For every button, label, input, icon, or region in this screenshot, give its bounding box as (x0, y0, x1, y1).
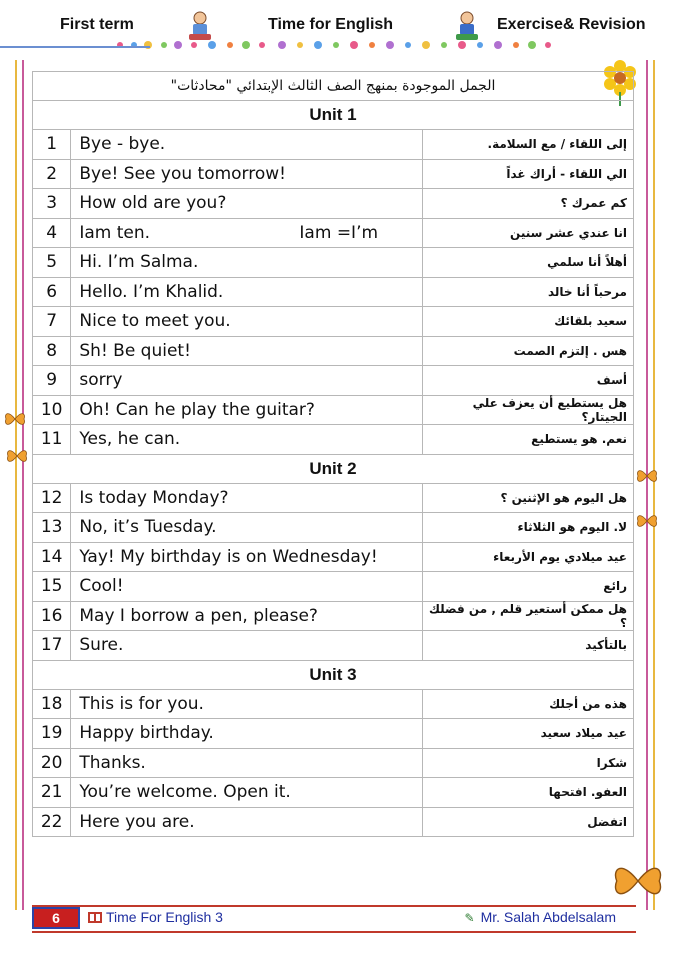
english-sentence: Yay! My birthday is on Wednesday! (79, 546, 378, 567)
english-sentence: Iam ten. (79, 222, 151, 243)
page-footer (32, 905, 636, 933)
english-sentence: Happy birthday. (79, 723, 214, 744)
english-sentence-cell (71, 572, 423, 602)
frame-line-right (646, 60, 648, 910)
table-title-row (33, 72, 634, 101)
table-row (33, 159, 634, 189)
unit-title: Unit 2 (33, 454, 634, 483)
arabic-translation: سعيد بلقائك (423, 307, 634, 337)
pen-icon: ✎ (464, 911, 475, 925)
row-number: 14 (33, 542, 71, 572)
row-number: 15 (33, 572, 71, 602)
row-number: 16 (33, 601, 71, 631)
header-term: First term (60, 16, 134, 33)
english-sentence-cell (71, 631, 423, 661)
page-number: 6 (32, 907, 80, 929)
english-sentence-cell (71, 248, 423, 278)
table-row (33, 542, 634, 572)
row-number: 2 (33, 159, 71, 189)
row-number: 19 (33, 719, 71, 749)
english-sentence: Is today Monday? (79, 487, 229, 508)
sentences-table (32, 71, 634, 837)
arabic-translation: اتفضل (423, 807, 634, 837)
frame-line-left (15, 60, 17, 910)
footer-author (465, 909, 616, 925)
row-number: 9 (33, 366, 71, 396)
english-sentence-cell (71, 395, 423, 425)
row-number: 21 (33, 778, 71, 808)
contraction-note: Iam =I’m (299, 222, 379, 243)
arabic-translation: مرحباً أنا خالد (423, 277, 634, 307)
table-row (33, 631, 634, 661)
arabic-translation: نعم. هو يستطيع (423, 425, 634, 455)
table-row (33, 483, 634, 513)
english-sentence: Cool! (79, 576, 124, 597)
table-row (33, 425, 634, 455)
book-icon (88, 912, 102, 923)
arabic-translation: كم عمرك ؟ (423, 189, 634, 219)
english-sentence: This is for you. (79, 693, 204, 714)
arabic-translation: هل ممكن أستعير قلم , من فضلك ؟ (423, 601, 634, 631)
english-sentence: Sh! Be quiet! (79, 340, 191, 361)
english-sentence: Bye! See you tomorrow! (79, 163, 286, 184)
row-number: 20 (33, 748, 71, 778)
footer-book-title: Time For English 3 (106, 909, 223, 925)
english-sentence-cell (71, 748, 423, 778)
arabic-translation: شكرا (423, 748, 634, 778)
table-row (33, 778, 634, 808)
arabic-translation: أسف (423, 366, 634, 396)
table-row (33, 307, 634, 337)
english-sentence-cell (71, 807, 423, 837)
table-row (33, 689, 634, 719)
header-section: Exercise& Revision (497, 16, 646, 33)
english-sentence-cell (71, 719, 423, 749)
arabic-translation: بالتأكيد (423, 631, 634, 661)
table-row (33, 366, 634, 396)
english-sentence: Yes, he can. (79, 429, 181, 450)
frame-line-right-outer (653, 60, 655, 910)
english-sentence-cell (71, 542, 423, 572)
english-sentence: Hi. I’m Salma. (79, 252, 199, 273)
unit-header-row (33, 660, 634, 689)
butterfly-icon (6, 447, 28, 465)
footer-book (88, 909, 223, 925)
english-sentence: Thanks. (79, 752, 146, 773)
butterfly-icon (636, 467, 658, 485)
table-row (33, 189, 634, 219)
english-sentence-cell (71, 218, 423, 248)
table-row (33, 719, 634, 749)
unit-title: Unit 3 (33, 660, 634, 689)
row-number: 6 (33, 277, 71, 307)
table-row (33, 513, 634, 543)
english-sentence-cell (71, 513, 423, 543)
english-sentence-cell (71, 159, 423, 189)
english-sentence-cell (71, 189, 423, 219)
english-sentence-cell (71, 689, 423, 719)
english-sentence: Here you are. (79, 811, 195, 832)
row-number: 7 (33, 307, 71, 337)
english-sentence-cell (71, 307, 423, 337)
english-sentence-cell (71, 601, 423, 631)
english-sentence: You’re welcome. Open it. (79, 782, 291, 803)
table-row (33, 572, 634, 602)
english-sentence-cell (71, 366, 423, 396)
table-row (33, 248, 634, 278)
table-row (33, 277, 634, 307)
arabic-translation: أهلاً أنا سلمي (423, 248, 634, 278)
table-row (33, 130, 634, 160)
arabic-translation: هل يستطيع أن يعزف علي الجيتار؟ (423, 395, 634, 425)
row-number: 4 (33, 218, 71, 248)
english-sentence: Bye - bye. (79, 134, 166, 155)
english-sentence-cell (71, 277, 423, 307)
butterfly-icon (4, 410, 26, 428)
row-number: 18 (33, 689, 71, 719)
row-number: 13 (33, 513, 71, 543)
page-header (0, 0, 678, 48)
arabic-translation: رائع (423, 572, 634, 602)
header-rule (0, 46, 150, 48)
english-sentence: Oh! Can he play the guitar? (79, 399, 315, 420)
row-number: 5 (33, 248, 71, 278)
table-row (33, 601, 634, 631)
english-sentence: sorry (79, 370, 123, 391)
english-sentence-cell (71, 778, 423, 808)
row-number: 8 (33, 336, 71, 366)
unit-title: Unit 1 (33, 101, 634, 130)
butterfly-icon (636, 512, 658, 530)
frame-line-left-inner (22, 60, 24, 910)
arabic-translation: الي اللقاء - أراك غداً (423, 159, 634, 189)
english-sentence-cell (71, 425, 423, 455)
english-sentence-cell (71, 336, 423, 366)
row-number: 1 (33, 130, 71, 160)
table-title: الجمل الموجودة بمنهج الصف الثالث الإبتدائي "محادثات" (33, 72, 634, 101)
header-title: Time for English (268, 16, 394, 33)
arabic-translation: عيد ميلاد سعيد (423, 719, 634, 749)
english-sentence: Nice to meet you. (79, 311, 231, 332)
arabic-translation: لا. اليوم هو الثلاثاء (423, 513, 634, 543)
butterfly-icon (612, 858, 664, 904)
unit-header-row (33, 454, 634, 483)
arabic-translation: هس . إلتزم الصمت (423, 336, 634, 366)
unit-header-row (33, 101, 634, 130)
arabic-translation: هل اليوم هو الإثنين ؟ (423, 483, 634, 513)
table-row (33, 395, 634, 425)
row-number: 3 (33, 189, 71, 219)
english-sentence: Hello. I’m Khalid. (79, 281, 224, 302)
row-number: 12 (33, 483, 71, 513)
row-number: 22 (33, 807, 71, 837)
english-sentence: No, it’s Tuesday. (79, 517, 217, 538)
table-row (33, 336, 634, 366)
english-sentence-cell (71, 483, 423, 513)
arabic-translation: عيد ميلادي يوم الأربعاء (423, 542, 634, 572)
english-sentence-cell (71, 130, 423, 160)
table-row (33, 807, 634, 837)
row-number: 10 (33, 395, 71, 425)
arabic-translation: هذه من أجلك (423, 689, 634, 719)
table-row (33, 218, 634, 248)
arabic-translation: العفو. افتحها (423, 778, 634, 808)
row-number: 17 (33, 631, 71, 661)
row-number: 11 (33, 425, 71, 455)
english-sentence: Sure. (79, 635, 124, 656)
table-row (33, 748, 634, 778)
decorative-dots (0, 38, 678, 52)
footer-author-name: Mr. Salah Abdelsalam (480, 909, 616, 925)
arabic-translation: إلى اللقاء / مع السلامة. (423, 130, 634, 160)
english-sentence: How old are you? (79, 193, 227, 214)
arabic-translation: انا عندي عشر سنين (423, 218, 634, 248)
english-sentence: May I borrow a pen, please? (79, 605, 318, 626)
